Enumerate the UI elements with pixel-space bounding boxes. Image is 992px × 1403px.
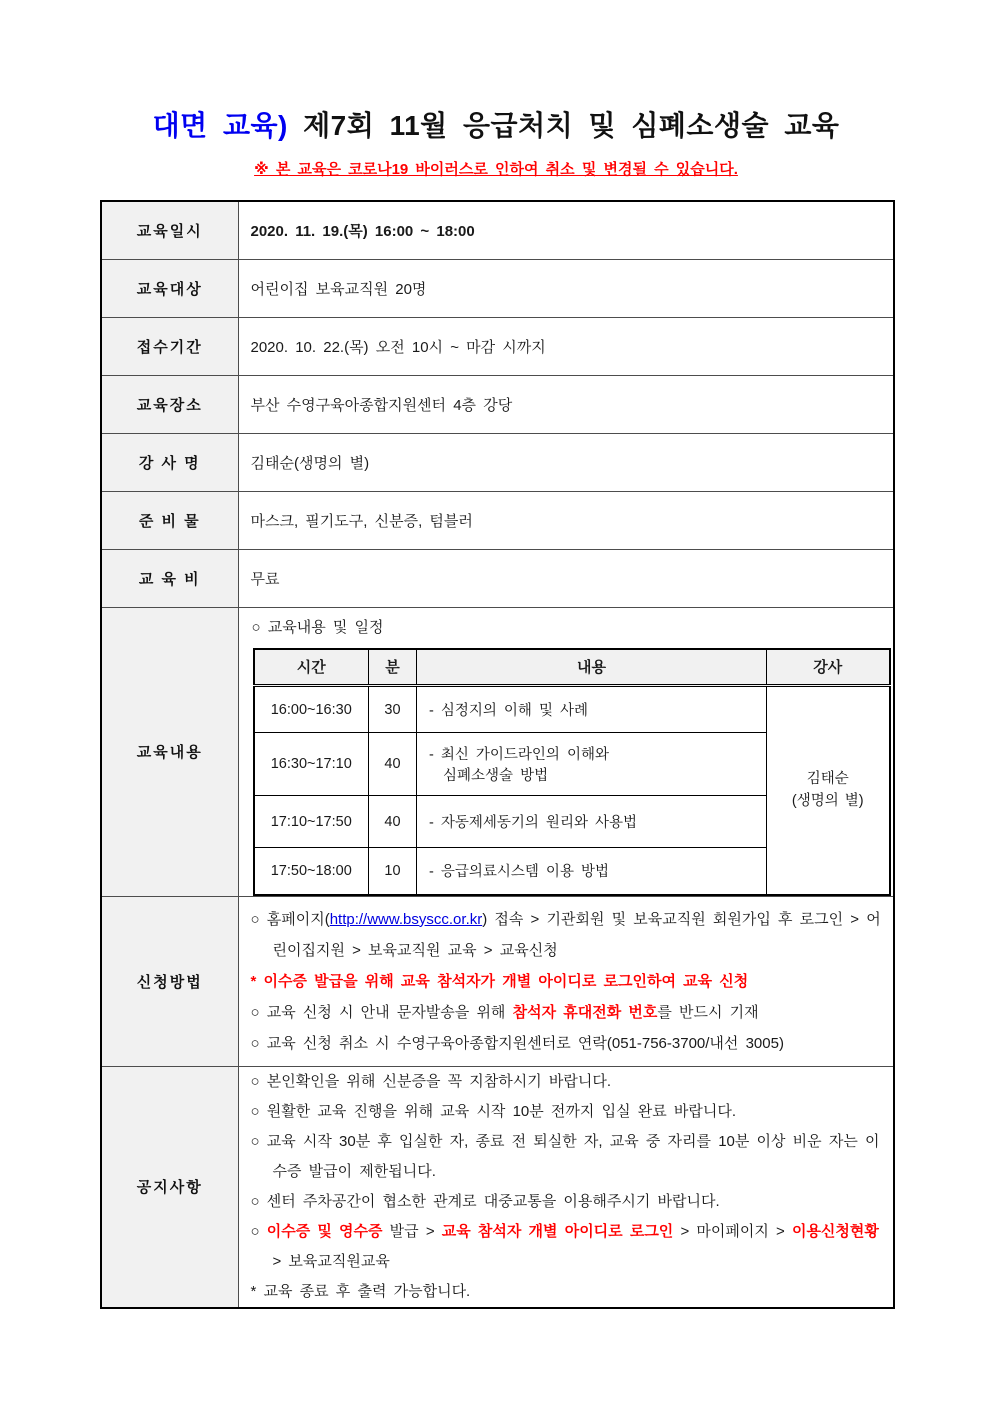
table-row-location: [101, 375, 894, 433]
row-value-location: 부산 수영구육아종합지원센터 4층 강당: [238, 375, 894, 433]
apply-line-certificate-note: * 이수증 발급을 위해 교육 참석자가 개별 아이디로 로그인하여 교육 신청: [250, 972, 749, 990]
table-row-supplies: [101, 491, 894, 549]
notice-line5-mid1: 발급 >: [382, 1222, 442, 1240]
notice-line-parking: ○ 센터 주차공간이 협소한 관계로 대중교통을 이용해주시기 바랍니다.: [250, 1192, 720, 1210]
table-row-registration: [101, 317, 894, 375]
schedule-content: - 응급의료시스템 이용 방법: [417, 848, 767, 895]
info-table: [100, 200, 895, 1309]
table-row-target: [101, 259, 894, 317]
apply-line-cancel: ○ 교육 신청 취소 시 수영구육아종합지원센터로 연락(051-756-3700/내선 3005): [250, 1034, 784, 1052]
table-row-apply: [101, 896, 894, 1066]
apply-line1-post: ) 접속 > 기관회원 및 보육교직원 회원가입 후 로그인 > 어린이집지원 > 보육교직원 교육 > 교육신청: [272, 910, 881, 959]
schedule-content: [417, 733, 767, 796]
apply-line3-pre: ○ 교육 신청 시 안내 문자발송을 위해: [250, 1003, 513, 1021]
apply-cell: [238, 896, 894, 1066]
covid-warning-note: ※ 본 교육은 코로나19 바이러스로 인하여 취소 및 변경될 수 있습니다.: [254, 161, 738, 178]
row-label-date: 교육일시: [101, 201, 238, 259]
schedule-header-row: [254, 649, 890, 686]
row-label-location: 교육장소: [101, 375, 238, 433]
row-label-apply: 신청방법: [101, 896, 238, 1066]
homepage-link[interactable]: http://www.bsyscc.or.kr: [329, 910, 483, 928]
notice-line-entry: ○ 원활한 교육 진행을 위해 교육 시작 10분 전까지 입실 완료 바랍니다.: [250, 1102, 736, 1120]
instructor-org: (생명의 별): [791, 793, 864, 810]
schedule-header-content: 내용: [417, 649, 767, 686]
schedule-header-instructor: 강사: [767, 649, 890, 686]
schedule-instructor-cell: [767, 686, 890, 895]
table-row-fee: [101, 549, 894, 607]
row-label-notice: 공지사항: [101, 1066, 238, 1308]
notice-line5-highlight2: 교육 참석자 개별 아이디로 로그인: [441, 1222, 674, 1240]
schedule-content-line1: - 최신 가이드라인의 이해와: [429, 747, 609, 763]
notice-line5-highlight1: 이수증 및 영수증: [266, 1222, 383, 1240]
row-value-target: 어린이집 보육교직원 20명: [238, 259, 894, 317]
schedule-time: 17:50~18:00: [254, 848, 369, 895]
row-value-fee: 무료: [238, 549, 894, 607]
apply-line3-highlight: 참석자 휴대전화 번호: [512, 1003, 658, 1021]
notice-line-receipt: [251, 1217, 882, 1277]
schedule-heading: ○ 교육내용 및 일정: [251, 618, 384, 636]
schedule-minutes: 10: [369, 848, 417, 895]
schedule-time: 16:30~17:10: [254, 733, 369, 796]
schedule-minutes: 40: [369, 796, 417, 848]
schedule-minutes: 30: [369, 686, 417, 733]
table-row-date: [101, 201, 894, 259]
schedule-minutes: 40: [369, 733, 417, 796]
notice-line-id: ○ 본인확인을 위해 신분증을 꼭 지참하시기 바랍니다.: [250, 1072, 612, 1090]
row-value-instructor: 김태순(생명의 별): [238, 433, 894, 491]
row-label-fee: 교 육 비: [101, 549, 238, 607]
notice-cell: [238, 1066, 894, 1308]
schedule-content: - 심정지의 이해 및 사례: [417, 686, 767, 733]
notice-line-print: * 교육 종료 후 출력 가능합니다.: [250, 1282, 471, 1300]
row-value-date: 2020. 11. 19.(목) 16:00 ~ 18:00: [238, 201, 894, 259]
title-prefix: 대면 교육): [152, 110, 288, 141]
apply-line-phone: [251, 997, 882, 1028]
content-cell: [238, 607, 894, 896]
instructor-name: 김태순: [806, 771, 849, 788]
page-title: [0, 104, 992, 144]
row-label-content: 교육내용: [101, 607, 238, 896]
table-row-content: [101, 607, 894, 896]
schedule-header-time: 시간: [254, 649, 369, 686]
schedule-content: - 자동제세동기의 원리와 사용법: [417, 796, 767, 848]
schedule-header-minutes: 분: [369, 649, 417, 686]
apply-line3-post: 를 반드시 기재: [657, 1003, 759, 1021]
apply-line1-pre: ○ 홈페이지(: [250, 910, 330, 928]
table-row-instructor: [101, 433, 894, 491]
notice-line5-pre: ○: [250, 1222, 267, 1240]
row-label-target: 교육대상: [101, 259, 238, 317]
row-value-supplies: 마스크, 필기도구, 신분증, 텀블러: [238, 491, 894, 549]
row-label-supplies: 준 비 물: [101, 491, 238, 549]
notice-line5-mid2: > 마이페이지 >: [673, 1222, 792, 1240]
notice-line5-post: > 보육교직원교육: [272, 1252, 390, 1270]
row-label-instructor: 강 사 명: [101, 433, 238, 491]
row-value-registration: 2020. 10. 22.(목) 오전 10시 ~ 마감 시까지: [238, 317, 894, 375]
schedule-content-line2: 심폐소생술 방법: [443, 768, 549, 784]
notice-line-restriction: ○ 교육 시작 30분 후 입실한 자, 종료 전 퇴실한 자, 교육 중 자리를 10분 이상 비운 자는 이수증 발급이 제한됩니다.: [250, 1132, 880, 1180]
notice-line5-highlight3: 이용신청현황: [791, 1222, 879, 1240]
table-row-notice: [101, 1066, 894, 1308]
apply-line-homepage: [251, 904, 882, 966]
schedule-row: [254, 686, 890, 733]
schedule-time: 17:10~17:50: [254, 796, 369, 848]
schedule-time: 16:00~16:30: [254, 686, 369, 733]
title-main: 제7회 11월 응급처치 및 심폐소생술 교육: [287, 110, 840, 141]
schedule-table: [253, 648, 891, 896]
row-label-registration: 접수기간: [101, 317, 238, 375]
